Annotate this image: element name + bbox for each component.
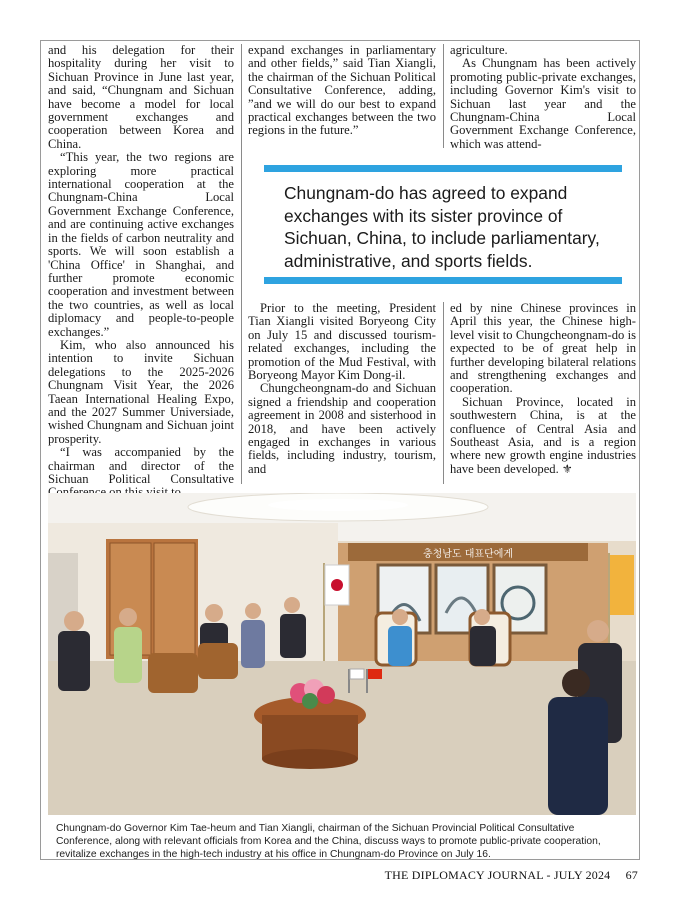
paragraph: “I was accompanied by the chairman and director of the Sichuan Political Consultative: [48, 445, 234, 486]
end-mark-icon: ⚜: [561, 461, 573, 476]
column-divider: [241, 44, 242, 484]
page-footer: [373, 868, 638, 883]
paragraph: agriculture.: [450, 43, 508, 57]
paragraph: Kim, who also announced his intention to invite Sichuan delegations to the 2025-2026 Chungnam Visit Year, the 2026 Taean International Healing Expo, and the 2027 Summer Universiade, wished Chungnam and Sichuan joint prosperity.: [48, 337, 234, 446]
meeting-room-illustration: [48, 493, 636, 815]
article-column-3-top: [450, 44, 636, 151]
meeting-photo: [48, 493, 636, 815]
article-column-1: [48, 44, 234, 484]
wall-sign: 충청남도 대표단에게: [422, 549, 514, 560]
column-divider: [443, 44, 444, 148]
photo-caption: Chungnam-do Governor Kim Tae-heum and Tian Xiangli, chairman of the Sichuan Provincial Political Consultative Conference, along with relevant officials from Korea and the China, discuss ways to promote public-private cooperation, revitalize exchanges in the high-tech industry at his office in Chungnam-do Province on July 16.: [56, 823, 601, 860]
pullquote-top-bar: [264, 165, 622, 172]
article-column-2-bottom: [248, 302, 436, 476]
paragraph: Chungcheongnam-do and Sichuan signed a friendship and cooperation agreement in 2008 and sisterhood in 2018, and have been actively engaged in exchanges in various fields, including industry, tourism, and: [248, 381, 436, 476]
paragraph: ed by nine Chinese provinces in April this year, the Chinese high-level visit to Chungcheongnam-do is expected to be of great help in further developing bilateral relations and strengthening exchanges and cooperation.: [450, 301, 636, 396]
paragraph: As Chungnam has been actively promoting public-private exchanges, including Governor Kim's visit to Sichuan last year and the Chungnam-China Local Government Exchange Conference, which was attend-: [450, 56, 636, 151]
article-column-3-bottom: [450, 302, 636, 476]
column-divider: [443, 302, 444, 484]
article-column-2-top: [248, 44, 436, 138]
journal-name: THE DIPLOMACY JOURNAL - JULY 2024: [384, 868, 611, 882]
paragraph: “This year, the two regions are exploring more practical international cooperation at the Chungnam-China Local Government Exchange Conference, and are continuing active exchanges in the fields of carbon neutrality and sports. We will soon establish a 'China Office' in Shanghai, and further promote economic cooperation and investment between the two countries, as well as local diplomacy and people-to-people exchanges.”: [48, 150, 234, 339]
paragraph: and his delegation for their hospitality during her visit to Sichuan Province in June last year, and said, “Chungnam and Sichuan have become a model for local government exchanges and cooperation between Korea and China.: [48, 43, 234, 151]
pullquote-bottom-bar: [264, 277, 622, 284]
paragraph-text: Sichuan Province, located in southwestern China, is at the confluence of Central Asia and Southeast Asia, and is a region where new growth engine industries have been developed.: [450, 394, 636, 476]
pullquote: Chungnam-do has agreed to expand exchanges with its sister province of Sichuan, China, to include parliamentary, administrative, and sports fields.: [284, 183, 600, 271]
paragraph: expand exchanges in parliamentary and other fields,” said Tian Xiangli, the chairman of the Sichuan Political Consultative Conference, adding, ”and we will do our best to expand practical exchanges between the two regions in the future.”: [248, 43, 436, 138]
page-number: 67: [625, 868, 638, 882]
paragraph: Prior to the meeting, President Tian Xiangli visited Boryeong City on July 15 and discussed tourism-related exchanges, including the promotion of the Mud Festival, with Boryeong Mayor Kim Dong-il.: [248, 301, 436, 383]
paragraph: [450, 396, 636, 476]
